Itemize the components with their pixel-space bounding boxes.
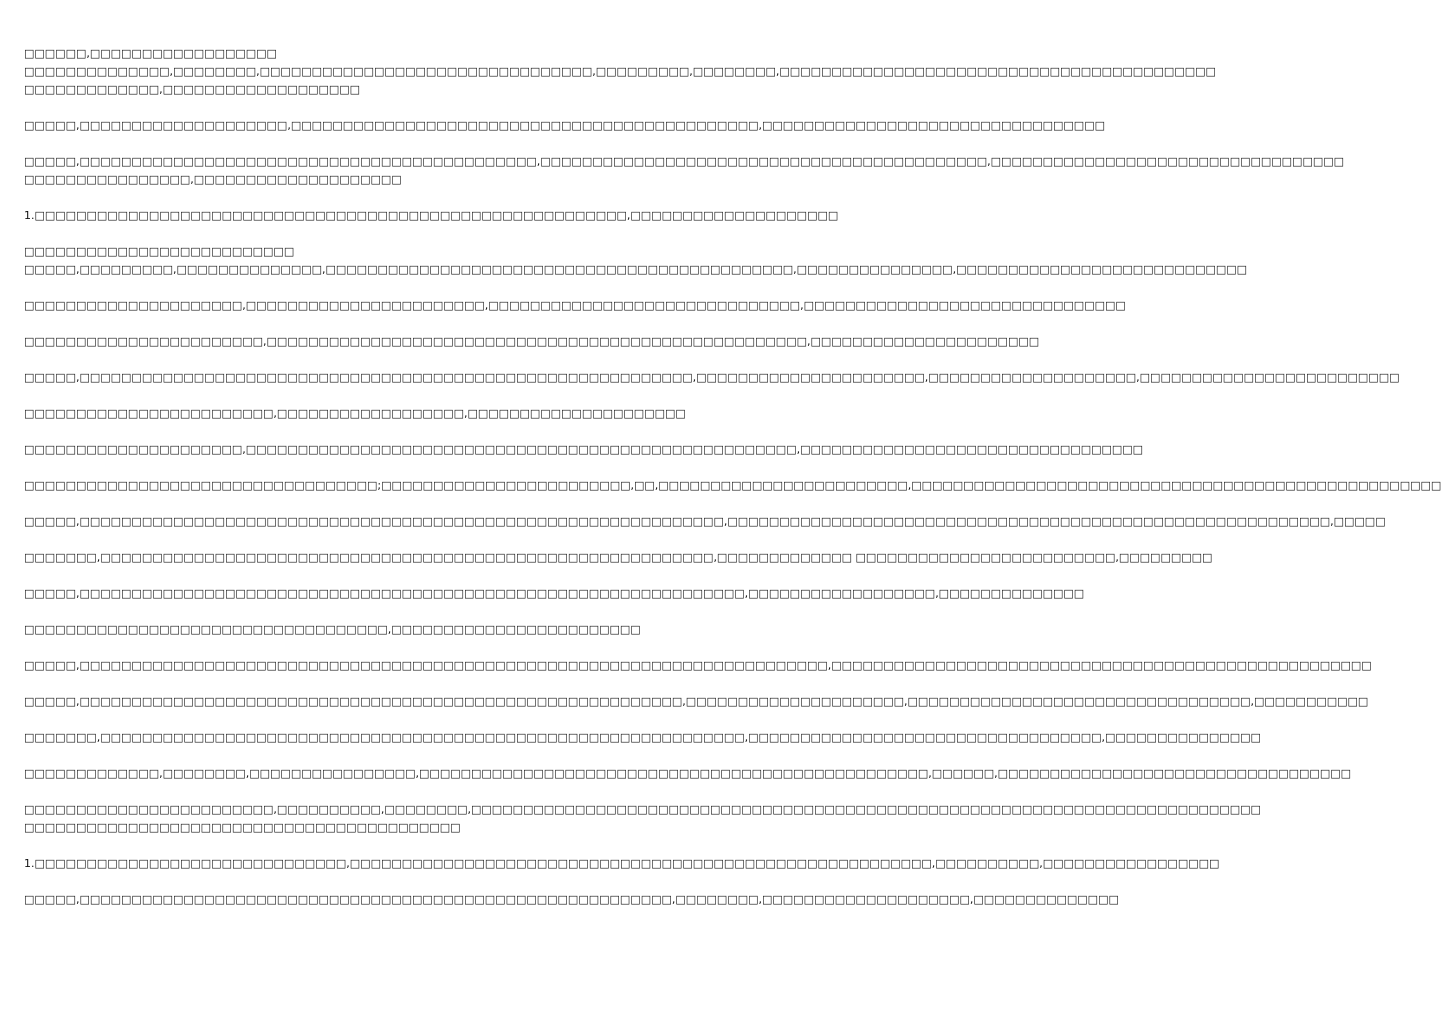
text-line: 1.□□□□□□□□□□□□□□□□□□□□□□□□□□□□□□,□□□□□□□□□□□□□□□□□□□□□□□□□□□□□□□□□□□□□□□□□□□□□□□□□□□□□□□□,□□□□□□□□□□,□□□□□□□□□□□□□□□□□ (24, 857, 1220, 870)
text-line: □□□□□,□□□□□□□□□□□□□□□□□□□□□□□□□□□□□□□□□□□□□□□□□□□□,□□□□□□□□□□□□□□□□□□□□□□□□□□□□□□□□□□□□□□□□□□□,□□□□□□□□□□□□□□□□□□□□□□□□□□□□□□□□□□ (24, 155, 1345, 168)
text-line: □□□□□□□□□□□□□□,□□□□□□□□,□□□□□□□□□□□□□□□□□□□□□□□□□□□□□□□□,□□□□□□□□□,□□□□□□□□,□□□□□□□□□□□□□□□□□□□□□□□□□□□□□□□□□□□□□□□□□□ (24, 65, 1216, 78)
text-line: □□□□□□,□□□□□□□□□□□□□□□□□□ (24, 47, 277, 60)
text-line: □□□□□,□□□□□□□□□□□□□□□□□□□□□□□□□□□□□□□□□□□□□□□□□□□□□□□□□□□□□□□□□□□□□□□□,□□□□□□□□□□□□□□□□□□,□□□□□□□□□□□□□□ (24, 587, 1085, 600)
text-line: □□□□□□□□□□□□□□□□□□□□□□□,□□□□□□□□□□□□□□□□□□□□□□□□□□□□□□□□□□□□□□□□□□□□□□□□□□□□,□□□□□□□□□□□□□□□□□□□□□□ (24, 335, 1040, 348)
document-body (24, 45, 1441, 909)
paragraph-gap (24, 783, 696, 801)
paragraph-gap (24, 531, 696, 549)
text-line: □□□□□,□□□□□□□□□□□□□□□□□□□□□□□□□□□□□□□□□□□□□□□□□□□□□□□□□□□□□□□□□□□□□□,□□□□□□□□□□□□□□□□□□□□□□□□□□□□□□□□□□□□□□□□□□□□□□□□□□□□□□□□□□,□□□□□ (24, 515, 1386, 528)
paragraph-gap (24, 189, 696, 207)
text-line: □□□□□□□□□□□□□□□□□□□□□□□□□□□□□□□□□□;□□□□□□□□□□□□□□□□□□□□□□□□,□□,□□□□□□□□□□□□□□□□□□□□□□□□,□□□□□□□□□□□□□□□□□□□□□□□□□□□□□□□□□□□□□□□□□□□□□□□□□□□ (24, 479, 1441, 492)
paragraph-gap (24, 99, 696, 117)
paragraph-gap (24, 675, 696, 693)
text-line: □□□□□□□□□□□□□□□□□□□□□□□□□□□□□□□□□□□□□□□□□□ (24, 821, 461, 834)
paragraph-gap (24, 495, 696, 513)
text-line: 1.□□□□□□□□□□□□□□□□□□□□□□□□□□□□□□□□□□□□□□□□□□□□□□□□□□□□□□□□□,□□□□□□□□□□□□□□□□□□□□ (24, 209, 839, 222)
paragraph-gap (24, 387, 696, 405)
text-line: □□□□□□□□□□□□□□□□□□□□□,□□□□□□□□□□□□□□□□□□□□□□□,□□□□□□□□□□□□□□□□□□□□□□□□□□□□□□,□□□□□□□□□□□□□□□□□□□□□□□□□□□□□□□ (24, 299, 1126, 312)
paragraph-gap (24, 837, 696, 855)
paragraph-gap (24, 639, 696, 657)
paragraph-gap (24, 135, 696, 153)
text-line: □□□□□□□□□□□□□□□□□□□□□□□□,□□□□□□□□□□□□□□□□□□,□□□□□□□□□□□□□□□□□□□□□ (24, 407, 686, 420)
paragraph-gap (24, 567, 696, 585)
paragraph-gap (24, 279, 696, 297)
text-line: □□□□□,□□□□□□□□□□□□□□□□□□□□□□□□□□□□□□□□□□□□□□□□□□□□□□□□□□□□□□□□□□□□□□□□□□□□□□□□,□□□□□□□□□□□□□□□□□□□□□□□□□□□□□□□□□□□□□□□□□□□□□□□□□□□□ (24, 659, 1372, 672)
text-line: □□□□□□□□□□□□□□□□□□□□□□□□□□□□□□□□□□□,□□□□□□□□□□□□□□□□□□□□□□□□ (24, 623, 641, 636)
text-line: □□□□□□□,□□□□□□□□□□□□□□□□□□□□□□□□□□□□□□□□□□□□□□□□□□□□□□□□□□□□□□□□□□□□□□,□□□□□□□□□□□□□□□□□□□□□□□□□□□□□□□□□□,□□□□□□□□□□□□□□□ (24, 731, 1261, 744)
text-line: □□□□□□□□□□□□□□□□□□□□□□□□□□ (24, 245, 295, 258)
paragraph-gap (24, 351, 696, 369)
text-line: □□□□□,□□□□□□□□□□□□□□□□□□□□□□□□□□□□□□□□□□□□□□□□□□□□□□□□□□□□□□□□□□□,□□□□□□□□□□□□□□□□□□□□□□,□□□□□□□□□□□□□□□□□□□□,□□□□□□□□□□□□□□□□□□□□□□□□□ (24, 371, 1400, 384)
text-line: □□□□□□□□□□□□□□□□□□□□□□□□,□□□□□□□□□□,□□□□□□□□,□□□□□□□□□□□□□□□□□□□□□□□□□□□□□□□□□□□□□□□□□□□□□□□□□□□□□□□□□□□□□□□□□□□□□□□□□□□□ (24, 803, 1261, 816)
text-line: □□□□□,□□□□□□□□□□□□□□□□□□□□,□□□□□□□□□□□□□□□□□□□□□□□□□□□□□□□□□□□□□□□□□□□□□,□□□□□□□□□□□□□□□□□□□□□□□□□□□□□□□□□ (24, 119, 1105, 132)
text-line: □□□□□,□□□□□□□□□□□□□□□□□□□□□□□□□□□□□□□□□□□□□□□□□□□□□□□□□□□□□□□□□,□□□□□□□□,□□□□□□□□□□□□□□□□□□□□,□□□□□□□□□□□□□□ (24, 893, 1119, 906)
paragraph-gap (24, 873, 696, 891)
text-line: □□□□□□□□□□□□□,□□□□□□□□□□□□□□□□□□□ (24, 83, 361, 96)
text-line: □□□□□□□□□□□□□□□□□□□□□,□□□□□□□□□□□□□□□□□□□□□□□□□□□□□□□□□□□□□□□□□□□□□□□□□□□□□,□□□□□□□□□□□□□□□□□□□□□□□□□□□□□□□□□ (24, 443, 1144, 456)
paragraph-gap (24, 315, 696, 333)
paragraph-gap (24, 459, 696, 477)
text-line: □□□□□□□,□□□□□□□□□□□□□□□□□□□□□□□□□□□□□□□□□□□□□□□□□□□□□□□□□□□□□□□□□□□,□□□□□□□□□□□□□ □□□□□□□□□□□□□□□□□□□□□□□□□,□□□□□□□□□ (24, 551, 1213, 564)
text-line: □□□□□□□□□□□□□□□□,□□□□□□□□□□□□□□□□□□□□ (24, 173, 402, 186)
paragraph-gap (24, 747, 696, 765)
paragraph-gap (24, 603, 696, 621)
text-line: □□□□□,□□□□□□□□□,□□□□□□□□□□□□□□,□□□□□□□□□□□□□□□□□□□□□□□□□□□□□□□□□□□□□□□□□□□□□,□□□□□□□□□□□□□□□,□□□□□□□□□□□□□□□□□□□□□□□□□□□□ (24, 263, 1248, 276)
text-line: □□□□□□□□□□□□□,□□□□□□□□,□□□□□□□□□□□□□□□□,□□□□□□□□□□□□□□□□□□□□□□□□□□□□□□□□□□□□□□□□□□□□□□□□□,□□□□□□,□□□□□□□□□□□□□□□□□□□□□□□□□□□□□□□□□□ (24, 767, 1352, 780)
text-line: □□□□□,□□□□□□□□□□□□□□□□□□□□□□□□□□□□□□□□□□□□□□□□□□□□□□□□□□□□□□□□□□,□□□□□□□□□□□□□□□□□□□□□,□□□□□□□□□□□□□□□□□□□□□□□□□□□□□□□□□,□□□□□□□□□□□ (24, 695, 1369, 708)
paragraph-gap (24, 423, 696, 441)
paragraph-gap (24, 225, 696, 243)
paragraph-gap (24, 711, 696, 729)
